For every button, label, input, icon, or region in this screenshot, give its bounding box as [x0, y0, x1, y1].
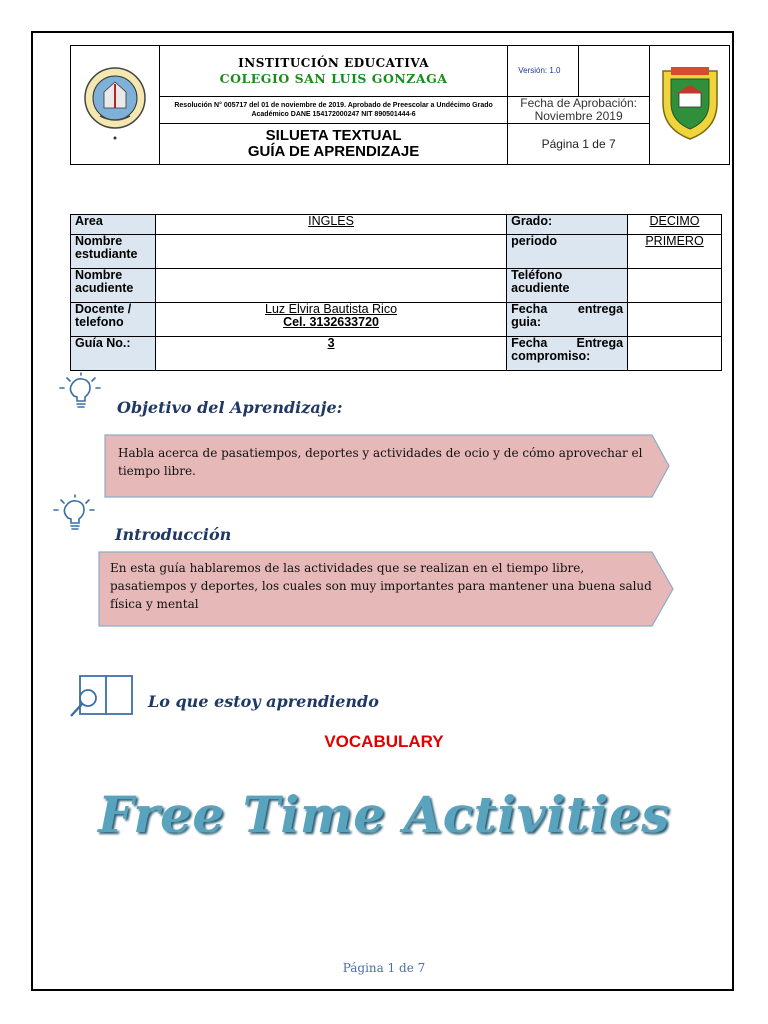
grado-value: DECIMO [628, 215, 722, 235]
document-header [70, 45, 730, 165]
grado-label: Grado: [507, 215, 628, 235]
fecha-entrega-label [507, 303, 628, 337]
area-value: INGLES [155, 215, 506, 235]
periodo-value: PRIMERO [628, 235, 722, 269]
header-page-number: Página 1 de 7 [508, 124, 650, 165]
fecha-entrega-label-b: entrega [577, 302, 624, 316]
version-empty-cell [579, 46, 650, 97]
fecha-entrega-value[interactable] [628, 303, 722, 337]
fecha-entrega-label-a: Fecha [511, 302, 548, 316]
fecha-compromiso-value[interactable] [628, 337, 722, 371]
book-search-icon [66, 670, 136, 720]
footer-page-number: Página 1 de 7 [342, 961, 426, 975]
fecha-comp-label-c: compromiso: [511, 349, 591, 363]
tel-acudiente-value[interactable] [628, 269, 722, 303]
aprendiendo-title: Lo que estoy aprendiendo [148, 692, 379, 711]
department-seal-icon [80, 58, 150, 148]
docente-label: Docente / telefono [71, 303, 156, 337]
intro-title: Introducción [115, 525, 232, 544]
tel-acudiente-label: Teléfono acudiente [507, 269, 628, 303]
objetivo-text: Habla acerca de pasatiempos, deportes y actividades de ocio y de cómo aprovechar el tiempo libre. [118, 446, 643, 478]
acudiente-value[interactable] [155, 269, 506, 303]
fecha-entrega-label-c: guia: [511, 315, 541, 329]
area-label: Area [71, 215, 156, 235]
free-time-activities-headline: Free Time Activities [98, 785, 670, 844]
document-title-line2: GUÍA DE APRENDIZAJE [247, 143, 420, 161]
periodo-label: periodo [507, 235, 628, 269]
lightbulb-icon [52, 494, 96, 538]
approval-date: Fecha de Aprobación: Noviembre 2019 [508, 96, 650, 123]
document-title-line1: SILUETA TEXTUAL [265, 127, 402, 145]
institution-line2: COLEGIO SAN LUIS GONZAGA [219, 70, 448, 86]
right-logo-cell [650, 46, 730, 165]
document-title-cell [159, 124, 507, 165]
vocabulary-heading: VOCABULARY [324, 732, 444, 751]
page-border [31, 31, 734, 991]
fecha-compromiso-label [507, 337, 628, 371]
resolution-text: Resolución N° 005717 del 01 de noviembre de 2019. Aprobado de Preescolar a Undécimo Grado Académico DANE 154172000247 NIT 890501444-6 [159, 96, 507, 123]
lightbulb-icon [58, 372, 102, 416]
acudiente-label: Nombre acudiente [71, 269, 156, 303]
student-info-table [70, 214, 722, 371]
version: Versión: 1.0 [508, 46, 579, 97]
guia-value: 3 [155, 337, 506, 371]
docente-cell [155, 303, 506, 337]
fecha-comp-label-b: Entrega [576, 336, 624, 350]
institution-line1: INSTITUCIÓN EDUCATIVA [238, 55, 430, 70]
docente-name: Luz Elvira Bautista Rico [265, 302, 398, 316]
institution-name-cell [159, 46, 507, 97]
intro-text: En esta guía hablaremos de las actividades que se realizan en el tiempo libre, pasatiempos y deportes, los cuales son muy importantes para mantener una buena salud física y mental [110, 561, 652, 611]
estudiante-value[interactable] [155, 235, 506, 269]
docente-cel: Cel. 3132633720 [283, 315, 379, 329]
objetivo-title: Objetivo del Aprendizaje: [117, 398, 343, 417]
guia-label: Guía No.: [71, 337, 156, 371]
school-crest-icon [655, 63, 725, 143]
estudiante-label: Nombre estudiante [71, 235, 156, 269]
fecha-comp-label-a: Fecha [511, 336, 548, 350]
left-logo-cell [71, 46, 160, 165]
